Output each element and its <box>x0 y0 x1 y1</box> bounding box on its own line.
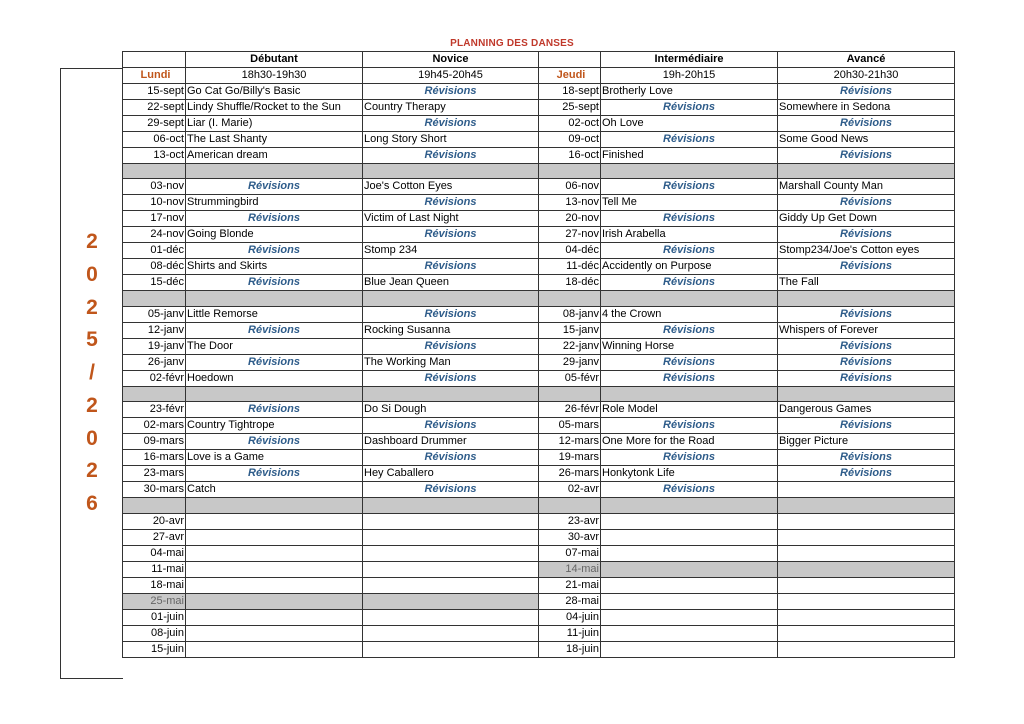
cell-debutant: Révisions <box>186 466 363 482</box>
cell-avance <box>778 593 955 609</box>
date-jeudi: 18-juin <box>539 641 601 657</box>
cell-intermediaire: Révisions <box>601 354 778 370</box>
separator-cell <box>778 386 955 401</box>
schedule-row <box>123 577 955 593</box>
date-lundi: 24-nov <box>123 227 186 243</box>
schedule-row <box>123 100 955 116</box>
header-avance: Avancé <box>778 52 955 68</box>
header-row <box>123 52 955 68</box>
date-jeudi: 11-déc <box>539 259 601 275</box>
cell-novice: Révisions <box>363 306 539 322</box>
date-lundi: 30-mars <box>123 482 186 498</box>
cell-novice: Révisions <box>363 338 539 354</box>
cell-intermediaire: Finished <box>601 148 778 164</box>
date-lundi: 08-juin <box>123 625 186 641</box>
cell-debutant <box>186 529 363 545</box>
cell-intermediaire: Accidently on Purpose <box>601 259 778 275</box>
header-debutant: Débutant <box>186 52 363 68</box>
cell-novice: Révisions <box>363 116 539 132</box>
date-jeudi: 23-avr <box>539 513 601 529</box>
cell-debutant: Révisions <box>186 354 363 370</box>
cell-avance: Révisions <box>778 84 955 100</box>
date-jeudi: 09-oct <box>539 132 601 148</box>
cell-debutant: Shirts and Skirts <box>186 259 363 275</box>
cell-intermediaire <box>601 561 778 577</box>
year-char: 2 <box>86 393 98 417</box>
header-empty <box>539 52 601 68</box>
separator-row <box>123 164 955 179</box>
date-jeudi: 02-oct <box>539 116 601 132</box>
schedule-row <box>123 195 955 211</box>
separator-row <box>123 291 955 306</box>
separator-cell <box>601 498 778 513</box>
date-lundi: 04-mai <box>123 545 186 561</box>
cell-debutant: Catch <box>186 482 363 498</box>
cell-intermediaire <box>601 593 778 609</box>
cell-debutant: Révisions <box>186 211 363 227</box>
schedule-row <box>123 466 955 482</box>
schedule-row <box>123 641 955 657</box>
cell-debutant: Little Remorse <box>186 306 363 322</box>
date-lundi: 12-janv <box>123 322 186 338</box>
time-novice: 19h45-20h45 <box>363 68 539 84</box>
cell-intermediaire <box>601 609 778 625</box>
cell-debutant: Révisions <box>186 402 363 418</box>
cell-intermediaire <box>601 513 778 529</box>
schedule-row <box>123 545 955 561</box>
schedule-row <box>123 148 955 164</box>
cell-novice: Victim of Last Night <box>363 211 539 227</box>
cell-avance <box>778 577 955 593</box>
cell-novice: Joe's Cotton Eyes <box>363 179 539 195</box>
separator-cell <box>539 498 601 513</box>
cell-intermediaire: Role Model <box>601 402 778 418</box>
cell-novice: Révisions <box>363 370 539 386</box>
cell-intermediaire: Révisions <box>601 275 778 291</box>
cell-avance: Révisions <box>778 259 955 275</box>
schedule-row <box>123 450 955 466</box>
date-jeudi: 04-déc <box>539 243 601 259</box>
schedule-row <box>123 625 955 641</box>
cell-debutant: Révisions <box>186 179 363 195</box>
cell-debutant: Going Blonde <box>186 227 363 243</box>
separator-cell <box>186 498 363 513</box>
date-jeudi: 26-févr <box>539 402 601 418</box>
separator-cell <box>186 291 363 306</box>
schedule-row <box>123 482 955 498</box>
cell-avance: Somewhere in Sedona <box>778 100 955 116</box>
schedule-row <box>123 211 955 227</box>
cell-debutant: Hoedown <box>186 370 363 386</box>
cell-avance: Révisions <box>778 148 955 164</box>
cell-debutant: Country Tightrope <box>186 418 363 434</box>
date-lundi: 09-mars <box>123 434 186 450</box>
date-jeudi: 08-janv <box>539 306 601 322</box>
cell-novice: Révisions <box>363 450 539 466</box>
cell-debutant: Révisions <box>186 275 363 291</box>
date-lundi: 23-févr <box>123 402 186 418</box>
cell-avance <box>778 513 955 529</box>
separator-cell <box>186 386 363 401</box>
cell-avance <box>778 561 955 577</box>
date-lundi: 15-sept <box>123 84 186 100</box>
schedule-row <box>123 354 955 370</box>
date-lundi: 08-déc <box>123 259 186 275</box>
date-lundi: 26-janv <box>123 354 186 370</box>
cell-novice <box>363 609 539 625</box>
cell-novice <box>363 545 539 561</box>
cell-intermediaire: Irish Arabella <box>601 227 778 243</box>
cell-intermediaire: Révisions <box>601 243 778 259</box>
separator-cell <box>601 386 778 401</box>
date-lundi: 16-mars <box>123 450 186 466</box>
separator-cell <box>363 291 539 306</box>
cell-novice: Révisions <box>363 482 539 498</box>
cell-avance: Whispers of Forever <box>778 322 955 338</box>
schedule-row <box>123 434 955 450</box>
date-jeudi: 28-mai <box>539 593 601 609</box>
cell-novice: Rocking Susanna <box>363 322 539 338</box>
date-lundi: 17-nov <box>123 211 186 227</box>
cell-novice <box>363 561 539 577</box>
cell-avance: Révisions <box>778 306 955 322</box>
cell-intermediaire <box>601 577 778 593</box>
separator-cell <box>363 164 539 179</box>
cell-debutant: Révisions <box>186 434 363 450</box>
date-jeudi: 16-oct <box>539 148 601 164</box>
schedule-row <box>123 259 955 275</box>
cell-avance: Bigger Picture <box>778 434 955 450</box>
date-lundi: 15-juin <box>123 641 186 657</box>
schedule-row <box>123 84 955 100</box>
cell-novice: Stomp 234 <box>363 243 539 259</box>
cell-debutant: The Last Shanty <box>186 132 363 148</box>
cell-intermediaire: Brotherly Love <box>601 84 778 100</box>
cell-avance: Révisions <box>778 450 955 466</box>
schedule-row <box>123 418 955 434</box>
schedule-row <box>123 513 955 529</box>
date-lundi: 11-mai <box>123 561 186 577</box>
cell-debutant <box>186 625 363 641</box>
separator-cell <box>778 291 955 306</box>
cell-avance <box>778 482 955 498</box>
date-jeudi: 12-mars <box>539 434 601 450</box>
cell-novice: The Working Man <box>363 354 539 370</box>
date-jeudi: 02-avr <box>539 482 601 498</box>
schedule-row <box>123 370 955 386</box>
cell-avance: Révisions <box>778 466 955 482</box>
times-row <box>123 68 955 84</box>
cell-intermediaire: Révisions <box>601 100 778 116</box>
cell-debutant <box>186 641 363 657</box>
cell-debutant <box>186 577 363 593</box>
cell-intermediaire: Révisions <box>601 211 778 227</box>
cell-intermediaire: Révisions <box>601 482 778 498</box>
cell-intermediaire: Honkytonk Life <box>601 466 778 482</box>
cell-intermediaire: Winning Horse <box>601 338 778 354</box>
cell-avance: Révisions <box>778 354 955 370</box>
date-jeudi: 07-mai <box>539 545 601 561</box>
date-lundi: 25-mai <box>123 593 186 609</box>
day-jeudi: Jeudi <box>539 68 601 84</box>
schedule-row <box>123 179 955 195</box>
cell-intermediaire: Tell Me <box>601 195 778 211</box>
date-jeudi: 22-janv <box>539 338 601 354</box>
year-label <box>60 68 123 679</box>
header-novice: Novice <box>363 52 539 68</box>
date-lundi: 15-déc <box>123 275 186 291</box>
cell-novice <box>363 625 539 641</box>
year-char: 0 <box>86 426 98 450</box>
cell-avance: Marshall County Man <box>778 179 955 195</box>
separator-row <box>123 386 955 401</box>
schedule-row <box>123 529 955 545</box>
cell-avance <box>778 625 955 641</box>
schedule-row <box>123 338 955 354</box>
separator-cell <box>363 386 539 401</box>
cell-debutant <box>186 561 363 577</box>
year-char: 2 <box>86 295 98 319</box>
cell-avance: Révisions <box>778 195 955 211</box>
cell-novice: Hey Caballero <box>363 466 539 482</box>
header-empty <box>123 52 186 68</box>
cell-novice: Révisions <box>363 418 539 434</box>
separator-cell <box>123 498 186 513</box>
cell-novice <box>363 513 539 529</box>
cell-debutant: Love is a Game <box>186 450 363 466</box>
schedule-table <box>122 51 955 658</box>
date-lundi: 01-déc <box>123 243 186 259</box>
date-jeudi: 14-mai <box>539 561 601 577</box>
cell-debutant <box>186 593 363 609</box>
year-char: 0 <box>86 262 98 286</box>
date-lundi: 22-sept <box>123 100 186 116</box>
schedule-row <box>123 561 955 577</box>
cell-novice: Révisions <box>363 227 539 243</box>
date-jeudi: 21-mai <box>539 577 601 593</box>
cell-avance <box>778 641 955 657</box>
cell-avance: Révisions <box>778 227 955 243</box>
cell-avance: Giddy Up Get Down <box>778 211 955 227</box>
cell-intermediaire: 4 the Crown <box>601 306 778 322</box>
schedule-row <box>123 275 955 291</box>
time-intermediaire: 19h-20h15 <box>601 68 778 84</box>
cell-debutant: Révisions <box>186 243 363 259</box>
date-lundi: 20-avr <box>123 513 186 529</box>
cell-intermediaire <box>601 625 778 641</box>
schedule-row <box>123 116 955 132</box>
time-debutant: 18h30-19h30 <box>186 68 363 84</box>
date-lundi: 03-nov <box>123 179 186 195</box>
date-lundi: 05-janv <box>123 306 186 322</box>
separator-cell <box>363 498 539 513</box>
cell-debutant: Liar (I. Marie) <box>186 116 363 132</box>
cell-debutant: Go Cat Go/Billy's Basic <box>186 84 363 100</box>
date-lundi: 27-avr <box>123 529 186 545</box>
cell-avance: Révisions <box>778 338 955 354</box>
separator-row <box>123 498 955 513</box>
year-char: / <box>89 361 95 385</box>
cell-intermediaire: Révisions <box>601 179 778 195</box>
date-jeudi: 15-janv <box>539 322 601 338</box>
date-jeudi: 25-sept <box>539 100 601 116</box>
date-jeudi: 30-avr <box>539 529 601 545</box>
year-char: 2 <box>86 459 98 483</box>
separator-cell <box>123 164 186 179</box>
cell-avance: Révisions <box>778 370 955 386</box>
separator-cell <box>778 164 955 179</box>
cell-intermediaire: Révisions <box>601 132 778 148</box>
schedule-row <box>123 593 955 609</box>
cell-avance: The Fall <box>778 275 955 291</box>
cell-debutant: The Door <box>186 338 363 354</box>
cell-debutant: Révisions <box>186 322 363 338</box>
date-jeudi: 26-mars <box>539 466 601 482</box>
cell-debutant: Lindy Shuffle/Rocket to the Sun <box>186 100 363 116</box>
schedule-row <box>123 132 955 148</box>
schedule-body <box>123 84 955 658</box>
cell-novice: Révisions <box>363 259 539 275</box>
date-lundi: 23-mars <box>123 466 186 482</box>
cell-avance <box>778 609 955 625</box>
cell-intermediaire: Révisions <box>601 370 778 386</box>
year-char: 2 <box>86 229 98 253</box>
cell-novice: Révisions <box>363 148 539 164</box>
cell-avance <box>778 545 955 561</box>
separator-cell <box>123 291 186 306</box>
cell-intermediaire: One More for the Road <box>601 434 778 450</box>
separator-cell <box>778 498 955 513</box>
time-avance: 20h30-21h30 <box>778 68 955 84</box>
cell-novice <box>363 593 539 609</box>
cell-intermediaire: Révisions <box>601 322 778 338</box>
schedule-row <box>123 243 955 259</box>
date-jeudi: 13-nov <box>539 195 601 211</box>
date-lundi: 18-mai <box>123 577 186 593</box>
cell-novice: Country Therapy <box>363 100 539 116</box>
schedule-row <box>123 609 955 625</box>
date-jeudi: 27-nov <box>539 227 601 243</box>
date-lundi: 02-mars <box>123 418 186 434</box>
year-char: 6 <box>86 492 98 516</box>
date-lundi: 13-oct <box>123 148 186 164</box>
cell-debutant <box>186 545 363 561</box>
cell-avance: Stomp234/Joe's Cotton eyes <box>778 243 955 259</box>
date-lundi: 29-sept <box>123 116 186 132</box>
date-lundi: 02-févr <box>123 370 186 386</box>
date-jeudi: 11-juin <box>539 625 601 641</box>
date-jeudi: 05-mars <box>539 418 601 434</box>
date-jeudi: 04-juin <box>539 609 601 625</box>
year-char: 5 <box>86 328 98 352</box>
date-lundi: 06-oct <box>123 132 186 148</box>
cell-avance: Révisions <box>778 418 955 434</box>
cell-intermediaire: Oh Love <box>601 116 778 132</box>
cell-avance <box>778 529 955 545</box>
cell-novice: Long Story Short <box>363 132 539 148</box>
cell-novice <box>363 529 539 545</box>
separator-cell <box>601 291 778 306</box>
schedule-row <box>123 322 955 338</box>
date-lundi: 19-janv <box>123 338 186 354</box>
date-jeudi: 05-févr <box>539 370 601 386</box>
cell-avance: Révisions <box>778 116 955 132</box>
separator-cell <box>186 164 363 179</box>
cell-debutant <box>186 513 363 529</box>
date-jeudi: 18-sept <box>539 84 601 100</box>
cell-intermediaire <box>601 529 778 545</box>
cell-intermediaire: Révisions <box>601 418 778 434</box>
day-lundi: Lundi <box>123 68 186 84</box>
page-title: PLANNING DES DANSES <box>450 38 574 49</box>
header-intermediaire: Intermédiaire <box>601 52 778 68</box>
separator-cell <box>539 386 601 401</box>
cell-novice: Révisions <box>363 195 539 211</box>
cell-avance: Some Good News <box>778 132 955 148</box>
separator-cell <box>123 386 186 401</box>
cell-novice <box>363 641 539 657</box>
separator-cell <box>539 291 601 306</box>
date-jeudi: 18-déc <box>539 275 601 291</box>
date-jeudi: 20-nov <box>539 211 601 227</box>
schedule-row <box>123 306 955 322</box>
schedule-row <box>123 227 955 243</box>
separator-cell <box>539 164 601 179</box>
cell-intermediaire: Révisions <box>601 450 778 466</box>
cell-debutant: American dream <box>186 148 363 164</box>
separator-cell <box>601 164 778 179</box>
date-lundi: 10-nov <box>123 195 186 211</box>
cell-debutant: Strummingbird <box>186 195 363 211</box>
cell-novice: Blue Jean Queen <box>363 275 539 291</box>
cell-novice <box>363 577 539 593</box>
cell-novice: Dashboard Drummer <box>363 434 539 450</box>
cell-novice: Do Si Dough <box>363 402 539 418</box>
date-jeudi: 06-nov <box>539 179 601 195</box>
cell-novice: Révisions <box>363 84 539 100</box>
cell-intermediaire <box>601 545 778 561</box>
date-jeudi: 19-mars <box>539 450 601 466</box>
schedule-row <box>123 402 955 418</box>
cell-debutant <box>186 609 363 625</box>
date-jeudi: 29-janv <box>539 354 601 370</box>
cell-avance: Dangerous Games <box>778 402 955 418</box>
date-lundi: 01-juin <box>123 609 186 625</box>
cell-intermediaire <box>601 641 778 657</box>
